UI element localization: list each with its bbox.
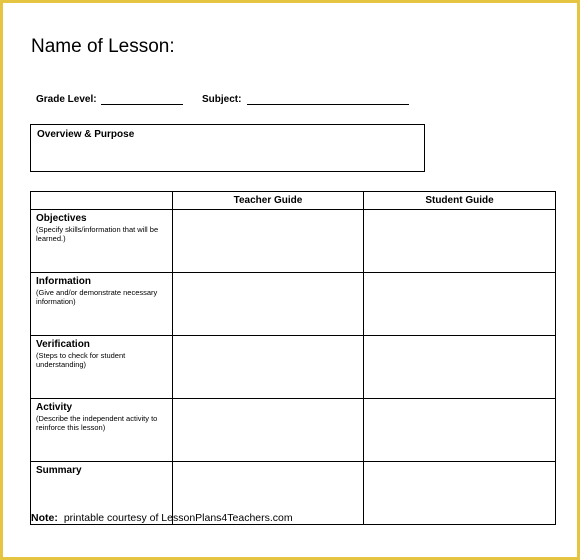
lesson-plan-table — [30, 191, 556, 525]
row-title: Objectives — [36, 213, 87, 224]
header-teacher-guide: Teacher Guide — [173, 192, 364, 210]
student-guide-cell[interactable] — [364, 462, 556, 525]
row-title: Information — [36, 276, 91, 287]
table-header-row — [31, 192, 556, 210]
note-label: Note: — [31, 512, 58, 524]
row-desc: (Specify skills/information that will be learned.) — [36, 225, 159, 243]
row-head-objectives — [31, 210, 173, 273]
table-row — [31, 273, 556, 336]
subject-label: Subject: — [202, 94, 242, 105]
subject-field[interactable] — [247, 104, 409, 105]
overview-label: Overview & Purpose — [37, 129, 135, 140]
row-title: Activity — [36, 402, 73, 413]
grade-level-label: Grade Level: — [36, 94, 97, 105]
row-head-activity — [31, 399, 173, 462]
row-head-verification — [31, 336, 173, 399]
row-title: Summary — [36, 465, 82, 476]
teacher-guide-cell[interactable] — [173, 336, 364, 399]
row-head-information — [31, 273, 173, 336]
student-guide-cell[interactable] — [364, 210, 556, 273]
table-row — [31, 336, 556, 399]
note-text: printable courtesy of LessonPlans4Teachers.com — [63, 512, 293, 524]
row-desc: (Give and/or demonstrate necessary information) — [36, 288, 158, 306]
footer-note — [31, 512, 293, 524]
row-desc: (Describe the independent activity to reinforce this lesson) — [36, 414, 158, 432]
teacher-guide-cell[interactable] — [173, 399, 364, 462]
overview-box[interactable] — [30, 124, 425, 172]
row-title: Verification — [36, 339, 90, 350]
lesson-title: Name of Lesson: — [31, 36, 175, 57]
student-guide-cell[interactable] — [364, 336, 556, 399]
student-guide-cell[interactable] — [364, 273, 556, 336]
student-guide-cell[interactable] — [364, 399, 556, 462]
header-blank — [31, 192, 173, 210]
row-desc: (Steps to check for student understanding) — [36, 351, 126, 369]
teacher-guide-cell[interactable] — [173, 273, 364, 336]
grade-level-field[interactable] — [101, 104, 183, 105]
table-row — [31, 210, 556, 273]
teacher-guide-cell[interactable] — [173, 210, 364, 273]
header-student-guide: Student Guide — [364, 192, 556, 210]
table-row — [31, 399, 556, 462]
